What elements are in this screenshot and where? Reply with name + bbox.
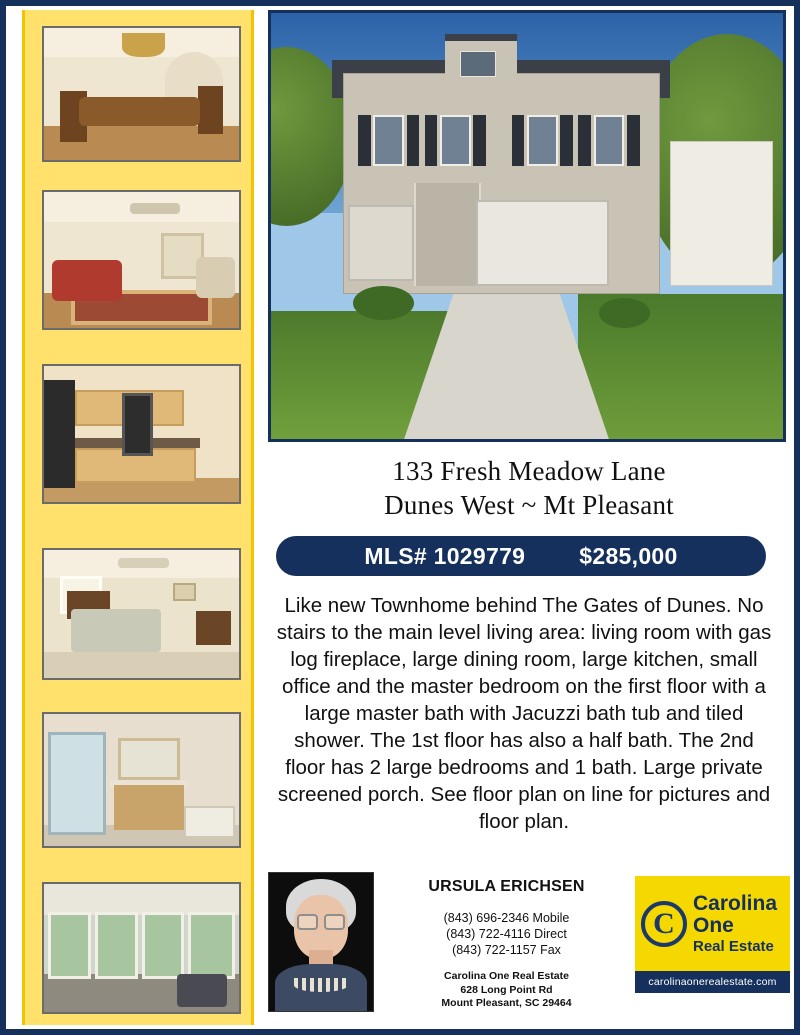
- agent-name: URSULA ERICHSEN: [428, 878, 585, 895]
- agent-photo: [268, 872, 374, 1012]
- exterior-front-photo[interactable]: [268, 10, 786, 442]
- agent-phone-list: [382, 910, 631, 958]
- main-column: [268, 10, 790, 835]
- agent-address-line-3: Mount Pleasant, SC 29464: [441, 997, 572, 1009]
- master-bedroom-thumb[interactable]: [42, 548, 241, 680]
- agent-footer: [268, 872, 790, 1022]
- listing-price: $285,000: [579, 542, 678, 569]
- carolina-one-monogram-icon: C: [641, 901, 687, 947]
- agent-phone-direct[interactable]: (843) 722-4116 Direct: [446, 927, 567, 941]
- address-title: [268, 454, 790, 522]
- mls-number: MLS# 1029779: [364, 542, 526, 569]
- living-room-thumb[interactable]: [42, 190, 241, 330]
- brand-wordmark: [693, 893, 790, 955]
- brand-website[interactable]: carolinaonerealestate.com: [635, 971, 790, 993]
- flyer-inner-frame: [6, 6, 794, 1029]
- brand-name-line-1: Carolina One: [693, 891, 778, 937]
- agent-address-line-2: 628 Long Point Rd: [460, 983, 553, 996]
- dining-room-image: [44, 28, 239, 160]
- agent-address-line-1: Carolina One Real Estate: [444, 970, 569, 982]
- brokerage-logo[interactable]: [635, 876, 790, 993]
- mls-price-bar: [276, 536, 766, 576]
- dining-room-thumb[interactable]: [42, 26, 241, 162]
- kitchen-image: [44, 366, 239, 502]
- property-description: Like new Townhome behind The Gates of Dunes. No stairs to the main level living area: living room with gas log fireplace, large dining room, large kitchen, small office and the master bedroom on the first floor with a large master bath with Jacuzzi bath tub and tiled shower. The 1st floor has also a half bath. The 2nd floor has 2 large bedrooms and 1 bath. Large private screened porch. See floor plan on line for pictures and floor plan.: [276, 594, 772, 833]
- living-room-image: [44, 192, 239, 328]
- address-line-1: 133 Fresh Meadow Lane: [392, 456, 666, 486]
- photo-strip: [22, 10, 254, 1025]
- address-line-2: Dunes West ~ Mt Pleasant: [384, 490, 674, 520]
- master-bedroom-image: [44, 550, 239, 678]
- agent-info: [374, 872, 635, 1011]
- agent-phone-fax: (843) 722-1157 Fax: [452, 943, 561, 957]
- brand-name-line-2: Real Estate: [693, 937, 774, 955]
- screened-porch-thumb[interactable]: [42, 882, 241, 1014]
- master-bath-image: [44, 714, 239, 846]
- screened-porch-image: [44, 884, 239, 1012]
- master-bath-thumb[interactable]: [42, 712, 241, 848]
- agent-phone-mobile[interactable]: (843) 696-2346 Mobile: [443, 911, 570, 925]
- kitchen-thumb[interactable]: [42, 364, 241, 504]
- agent-address: [382, 970, 631, 1011]
- brand-logo-top: [635, 876, 790, 971]
